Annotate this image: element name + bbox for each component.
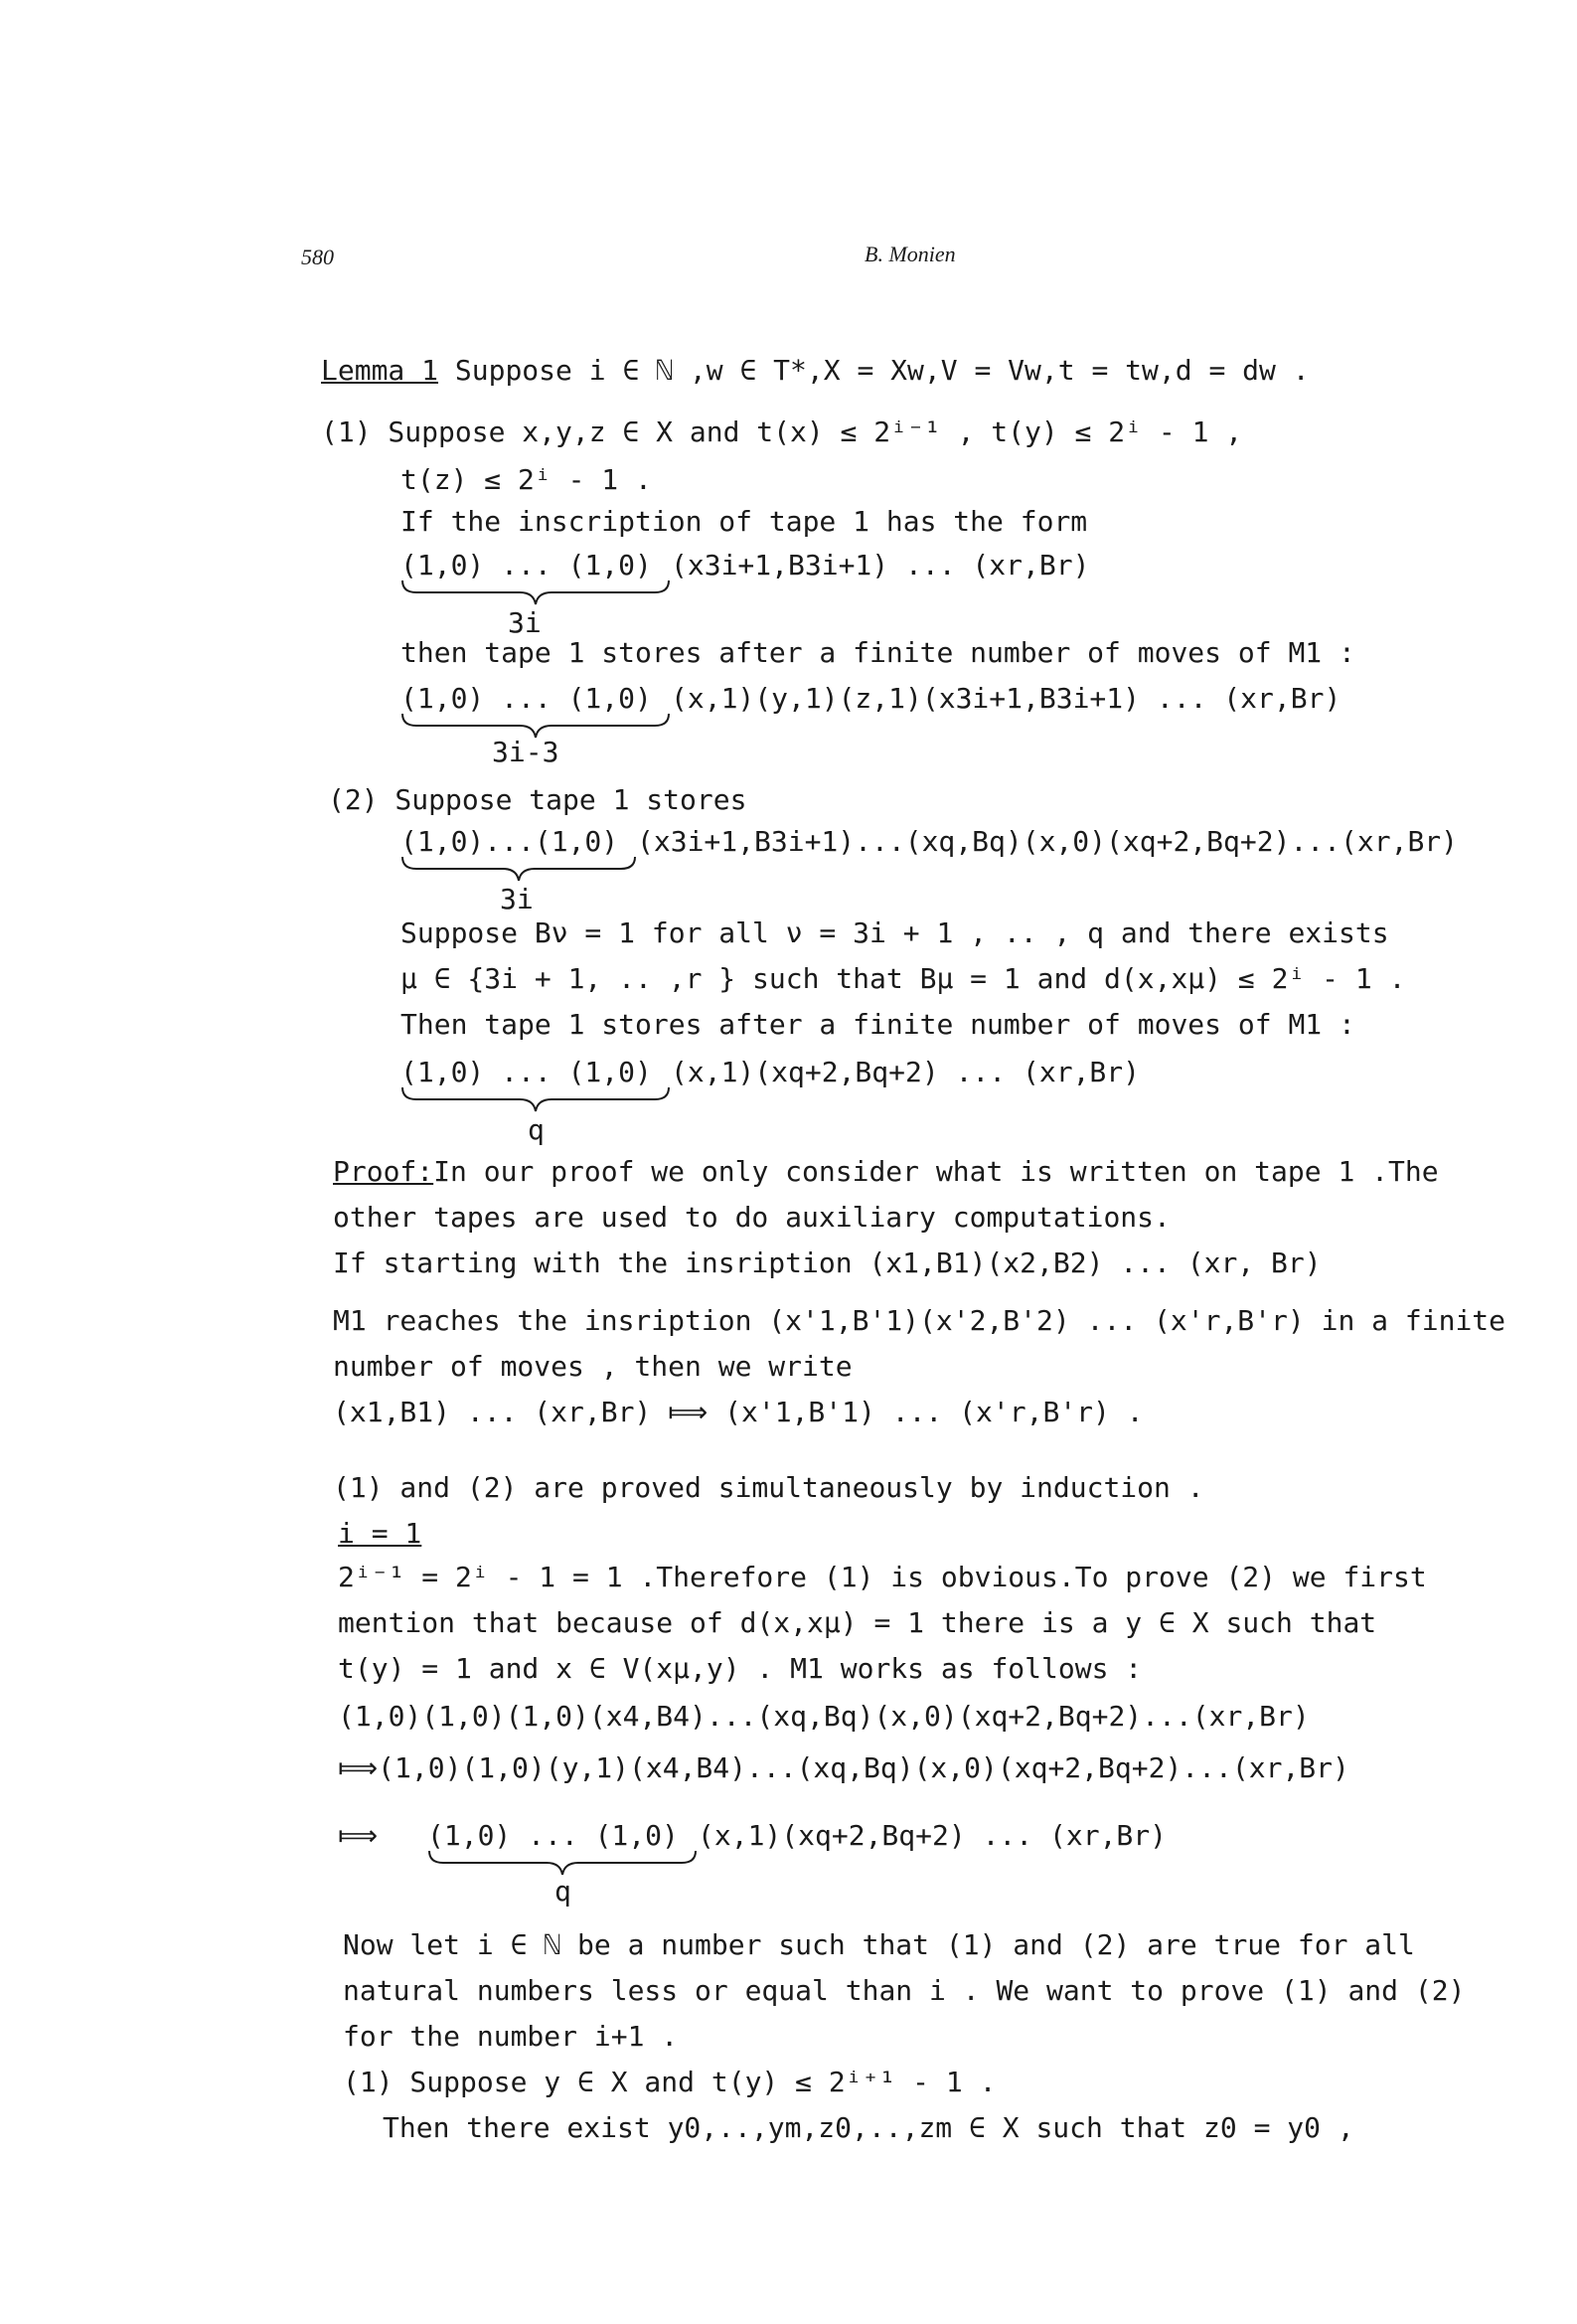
brace-label: 3i bbox=[508, 606, 542, 639]
proof-line-14: Now let i ∈ ℕ be a number such that (1) and (2) are true for all bbox=[343, 1928, 1415, 1961]
formula-rest: (x,1)(xq+2,Bq+2) ... (xr,Br) bbox=[698, 1819, 1168, 1852]
proof-line-10: t(y) = 1 and x ∈ V(xμ,y) . M1 works as follows : bbox=[338, 1652, 1143, 1685]
braced-term: (1,0) ... (1,0) bbox=[400, 1056, 652, 1088]
brace-label: q bbox=[554, 1875, 571, 1908]
braced-term: (1,0) ... (1,0) bbox=[400, 549, 652, 581]
proof-line-5: number of moves , then we write bbox=[333, 1350, 853, 1383]
proof-line-8: 2ⁱ⁻¹ = 2ⁱ - 1 = 1 .Therefore (1) is obvious.To prove (2) we first bbox=[338, 1561, 1427, 1593]
page-number: 580 bbox=[301, 245, 334, 269]
proof-line-3: If starting with the insription (x1,B1)(x2,B2) ... (xr, Br) bbox=[333, 1246, 1322, 1279]
brace-label: 3i bbox=[500, 883, 534, 915]
proof-line-9: mention that because of d(x,xμ) = 1 there is a y ∈ X such that bbox=[338, 1606, 1377, 1639]
lemma-title: Lemma 1 bbox=[321, 354, 439, 387]
proof-label: Proof: bbox=[333, 1155, 434, 1188]
part1-line-3: If the inscription of tape 1 has the form bbox=[400, 505, 1088, 538]
braced-term: (1,0) ... (1,0) bbox=[427, 1819, 679, 1852]
formula-rest: (x3i+1,B3i+1)...(xq,Bq)(x,0)(xq+2,Bq+2)...(xr,Br) bbox=[637, 825, 1459, 858]
braced-term: (1,0)...(1,0) bbox=[400, 825, 619, 858]
underbrace-icon bbox=[400, 579, 671, 608]
proof-text: In our proof we only consider what is written on tape 1 .The bbox=[433, 1155, 1439, 1188]
lemma-statement: Suppose i ∈ ℕ ,w ∈ T*,X = Xw,V = Vw,t = tw,d = dw . bbox=[454, 354, 1310, 387]
running-head: B. Monien bbox=[865, 242, 956, 266]
proof-line-18: Then there exist y0,..,ym,z0,..,zm ∈ X such that z0 = y0 , bbox=[383, 2111, 1354, 2144]
part2-line-1: (2) Suppose tape 1 stores bbox=[328, 783, 747, 816]
proof-line-12: ⟾(1,0)(1,0)(y,1)(x4,B4)...(xq,Bq)(x,0)(xq+2,Bq+2)...(xr,Br) bbox=[338, 1751, 1349, 1784]
part2-line-4: Then tape 1 stores after a finite number of moves of M1 : bbox=[400, 1008, 1355, 1041]
proof-line-1 bbox=[333, 1155, 1439, 1188]
part1-line-4: then tape 1 stores after a finite number of moves of M1 : bbox=[400, 636, 1355, 669]
part1-line-1: (1) Suppose x,y,z ∈ X and t(x) ≤ 2ⁱ⁻¹ , t(y) ≤ 2ⁱ - 1 , bbox=[321, 415, 1243, 448]
part2-line-3: μ ∈ {3i + 1, .. ,r } such that Bμ = 1 and d(x,xμ) ≤ 2ⁱ - 1 . bbox=[400, 962, 1406, 995]
long-arrow-icon: ⟾ bbox=[338, 1819, 379, 1852]
proof-line-7: (1) and (2) are proved simultaneously by induction . bbox=[333, 1471, 1204, 1504]
proof-line-16: for the number i+1 . bbox=[343, 2020, 679, 2053]
underbrace-icon bbox=[400, 855, 637, 885]
formula-rest: (x3i+1,B3i+1) ... (xr,Br) bbox=[671, 549, 1090, 581]
proof-line-6: (x1,B1) ... (xr,Br) ⟾ (x'1,B'1) ... (x'r,B'r) . bbox=[333, 1396, 1144, 1428]
part1-line-2: t(z) ≤ 2ⁱ - 1 . bbox=[400, 463, 652, 496]
base-case-label: i = 1 bbox=[338, 1517, 422, 1550]
braced-term: (1,0) ... (1,0) bbox=[400, 682, 652, 715]
part2-line-2: Suppose Bν = 1 for all ν = 3i + 1 , .. , q and there exists bbox=[400, 916, 1389, 949]
formula-rest: (x,1)(xq+2,Bq+2) ... (xr,Br) bbox=[671, 1056, 1141, 1088]
brace-label: q bbox=[528, 1113, 545, 1146]
proof-line-17: (1) Suppose y ∈ X and t(y) ≤ 2ⁱ⁺¹ - 1 . bbox=[343, 2066, 997, 2098]
proof-line-2: other tapes are used to do auxiliary computations. bbox=[333, 1201, 1171, 1234]
brace-label: 3i-3 bbox=[492, 736, 559, 768]
proof-line-4: M1 reaches the insription (x'1,B'1)(x'2,B'2) ... (x'r,B'r) in a finite bbox=[333, 1304, 1506, 1337]
proof-line-15: natural numbers less or equal than i . We want to prove (1) and (2) bbox=[343, 1974, 1466, 2007]
lemma-line bbox=[321, 354, 1310, 387]
proof-line-11: (1,0)(1,0)(1,0)(x4,B4)...(xq,Bq)(x,0)(xq+2,Bq+2)...(xr,Br) bbox=[338, 1700, 1310, 1733]
underbrace-icon bbox=[400, 1085, 671, 1115]
formula-rest: (x,1)(y,1)(z,1)(x3i+1,B3i+1) ... (xr,Br) bbox=[671, 682, 1341, 715]
